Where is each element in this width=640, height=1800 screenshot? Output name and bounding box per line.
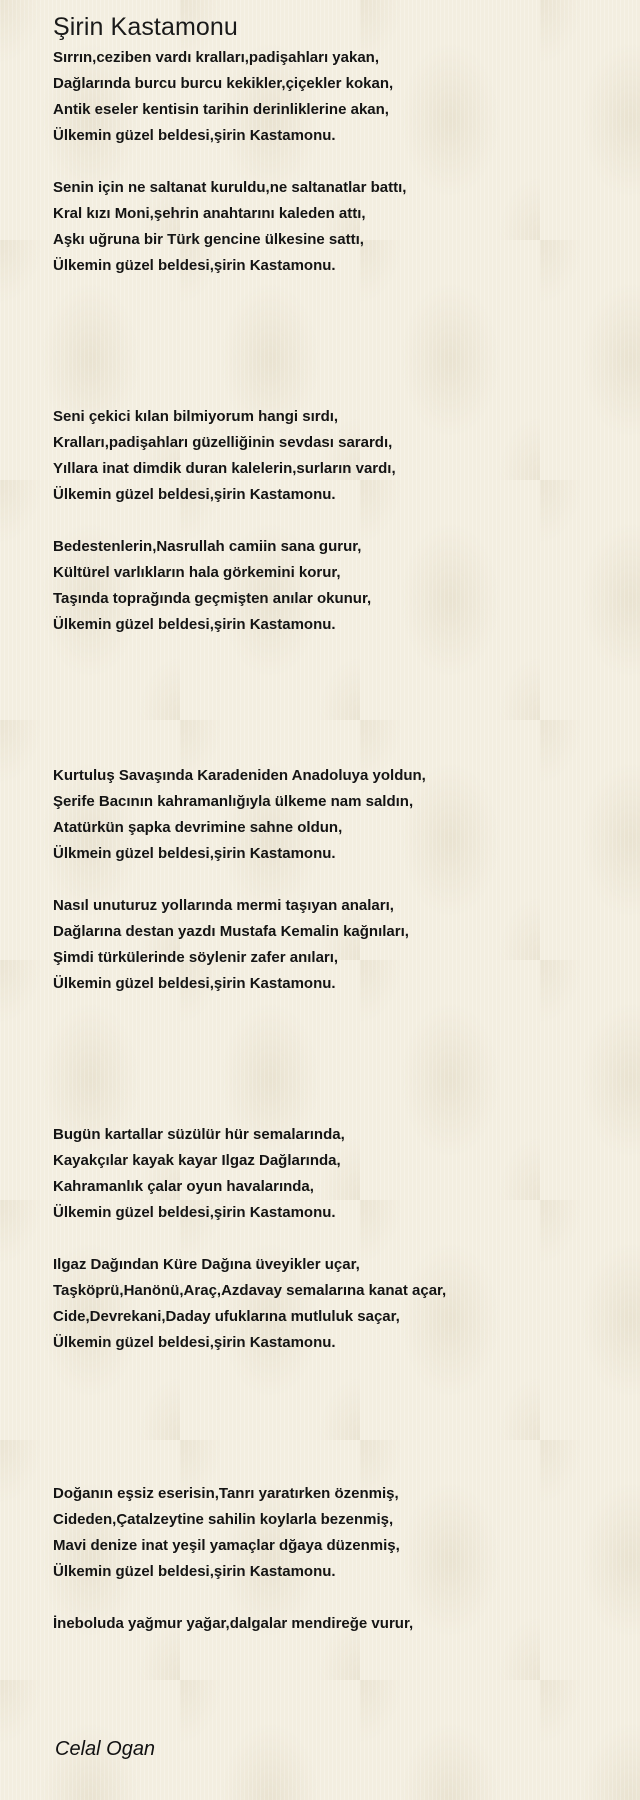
poem-line: Kralları,padişahları güzelliğinin sevdası sarardı, [53, 434, 393, 451]
stanza [53, 1252, 613, 1356]
poem-line: Yıllara inat dimdik duran kalelerin,surların vardı, [53, 460, 396, 477]
stanza-spacer [53, 1226, 613, 1252]
section-spacer [53, 1356, 613, 1481]
poem-line: Doğanın eşsiz eserisin,Tanrı yaratırken özenmiş, [53, 1485, 399, 1502]
poem-line: Ülkemin güzel beldesi,şirin Kastamonu. [53, 257, 336, 274]
poem-line: Kral kızı Moni,şehrin anahtarını kaleden attı, [53, 205, 366, 222]
stanza [53, 175, 613, 279]
poem-line: Cide,Devrekani,Daday ufuklarına mutluluk saçar, [53, 1308, 400, 1325]
poem-line: Dağlarına destan yazdı Mustafa Kemalin kağnıları, [53, 923, 409, 940]
author-block [55, 1738, 155, 1761]
stanza [53, 45, 613, 149]
stanza-spacer [53, 1585, 613, 1611]
poem-line: Ülkemin güzel beldesi,şirin Kastamonu. [53, 127, 336, 144]
poem-line: Aşkı uğruna bir Türk gencine ülkesine sattı, [53, 231, 364, 248]
poem-line: Atatürkün şapka devrimine sahne oldun, [53, 819, 343, 836]
poem-line: Dağlarında burcu burcu kekikler,çiçekler kokan, [53, 75, 394, 92]
poem-line: Ülkemin güzel beldesi,şirin Kastamonu. [53, 616, 336, 633]
poem-line: Kayakçılar kayak kayar Ilgaz Dağlarında, [53, 1152, 341, 1169]
section-spacer [53, 279, 613, 404]
poem-line: Ülkemin güzel beldesi,şirin Kastamonu. [53, 975, 336, 992]
stanza [53, 1122, 613, 1226]
stanza [53, 1481, 613, 1585]
poem-line: Taşköprü,Hanönü,Araç,Azdavay semalarına kanat açar, [53, 1282, 447, 1299]
poem-line: Ülkemin güzel beldesi,şirin Kastamonu. [53, 1563, 336, 1580]
stanza-spacer [53, 867, 613, 893]
poem-line: Kahramanlık çalar oyun havalarında, [53, 1178, 314, 1195]
poem-container [53, 0, 613, 1637]
poem-line: İneboluda yağmur yağar,dalgalar mendireğe vurur, [53, 1615, 414, 1632]
poem-line: Ilgaz Dağından Küre Dağına üveyikler uçar, [53, 1256, 360, 1273]
poem-line: Şimdi türkülerinde söylenir zafer anıları, [53, 949, 339, 966]
poem-line: Bedestenlerin,Nasrullah camiin sana gurur, [53, 538, 362, 555]
stanza [53, 404, 613, 508]
poem-line: Kültürel varlıkların hala görkemini korur, [53, 564, 341, 581]
section-spacer [53, 997, 613, 1122]
author-name: Celal Ogan [55, 1738, 156, 1760]
poem-line: Taşında toprağında geçmişten anılar okunur, [53, 590, 372, 607]
poem-line: Seni çekici kılan bilmiyorum hangi sırdı, [53, 408, 339, 425]
poem-line: Kurtuluş Savaşında Karadeniden Anadoluya yoldun, [53, 767, 426, 784]
stanza-spacer [53, 508, 613, 534]
poem-line: Nasıl unuturuz yollarında mermi taşıyan anaları, [53, 897, 394, 914]
stanza [53, 893, 613, 997]
poem-line: Ülkemin güzel beldesi,şirin Kastamonu. [53, 1204, 336, 1221]
stanza [53, 534, 613, 638]
poem-line: Ülkmein güzel beldesi,şirin Kastamonu. [53, 845, 336, 862]
poem-line: Cideden,Çatalzeytine sahilin koylarla bezenmiş, [53, 1511, 394, 1528]
section-spacer [53, 638, 613, 763]
poem-line: Mavi denize inat yeşil yamaçlar dğaya düzenmiş, [53, 1537, 400, 1554]
poem-line: Ülkemin güzel beldesi,şirin Kastamonu. [53, 486, 336, 503]
stanza-spacer [53, 149, 613, 175]
poem-line: Senin için ne saltanat kuruldu,ne saltanatlar battı, [53, 179, 407, 196]
poem-line: Şerife Bacının kahramanlığıyla ülkeme nam saldın, [53, 793, 414, 810]
poem-title: Şirin Kastamonu [53, 13, 238, 41]
poem-line: Antik eseler kentisin tarihin derinliklerine akan, [53, 101, 389, 118]
poem-line: Ülkemin güzel beldesi,şirin Kastamonu. [53, 1334, 336, 1351]
stanza [53, 763, 613, 867]
stanza [53, 1611, 613, 1637]
poem-line: Sırrın,ceziben vardı kralları,padişahları yakan, [53, 49, 379, 66]
poem-line: Bugün kartallar süzülür hür semalarında, [53, 1126, 345, 1143]
